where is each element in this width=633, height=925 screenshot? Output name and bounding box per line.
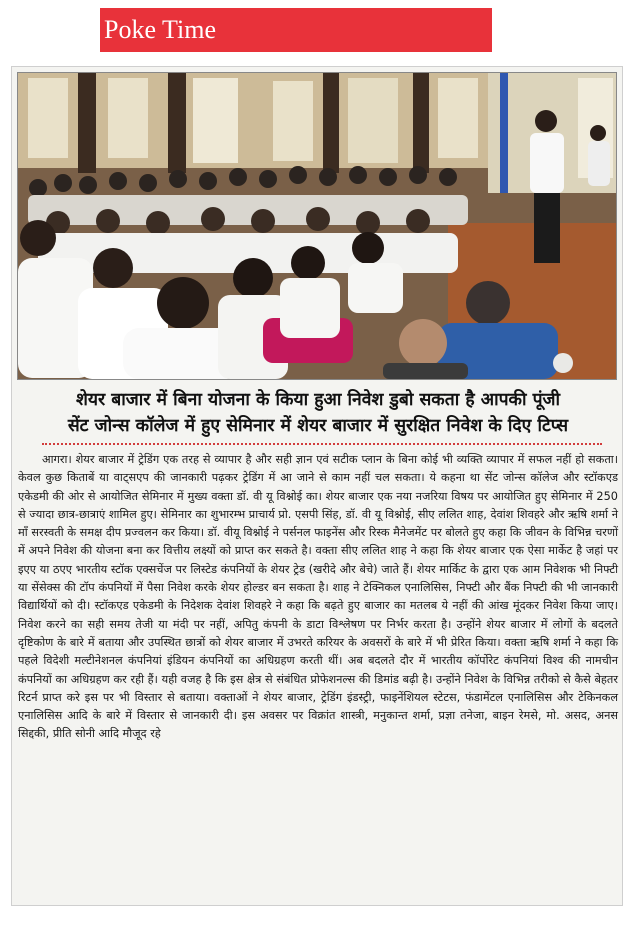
headline-sub: सेंट जोन्स कॉलेज में हुए सेमिनार में शेयर बाजार में सुरक्षित निवेश के दिए टिप्स bbox=[67, 416, 569, 436]
article-body: आगरा। शेयर बाजार में ट्रेडिंग एक तरह से व्यापार है और सही ज्ञान एवं सटीक प्लान के बिना कोई भी व्यक्ति व्यापार में सफल नहीं हो सकता। केवल कुछ किताबें या वाट्सएप की जानकारी पढ़कर ट्रेडिंग में आ जाने से काम नहीं चल सकता। ये कहना था सेंट जोन्स कॉलेज और स्टॉकएड एकेडमी की ओर से आयोजित सेमिनार में मुख्य वक्ता डॉ. वी यू विश्नोई का। शेयर बाजार एक नया नजरिया विषय पर आयोजित हुए सेमिनार में 250 से ज्यादा छात्र-छात्राएं शामिल हुए। सेमिनार का शुभारम्भ प्राचार्य प्रो. एसपी सिंह, डॉ. वी यू विश्नोई, सीए ललित शाह, देवांश शिवहरे और ऋषि शर्मा ने माँ सरस्वती के समक्ष दीप प्रज्वलन कर किया। डॉ. वीयू विश्नोई ने पर्सनल फाइनेंस और रिस्क मैनेजमेंट पर बोलते हुए कहा कि जीवन के विभिन्न चरणों में अपने निवेश की योजना बना कर वित्तीय लक्ष्यों को प्राप्त कर सकते है। वक्ता सीए ललित शाह ने कहा कि शेयर बाजार एक ऐसा मार्केट है जहां पर इएए या ठएए भारतीय स्टॉक एक्सचेंज पर लिस्टेड कंपनियों के शेयर ट्रेड (खरीदे और बेचे) जाते हैं। शेयर मार्किट के द्वारा एक आम निवेशक भी निफ्टी या सेंसेक्स की टॉप कंपनियों में पैसा निवेश करके शेयर होल्डर बन सकता है। शाह ने टेक्निकल एनालिसिस, निफ्टी और बैंक निफ्टी की भी जानकारी विद्यार्थियों को दी। स्टॉकएड एकेडमी के निदेशक देवांश शिवहरे ने कहा कि बढ़ते हुए बाजार का मतलब ये नहीं की आंख मूंदकर निवेश किया जाए। निवेश करने का सही समय तेजी या मंदी पर नहीं, अपितु कंपनी के डाटा विश्लेषण पर निर्भर करता है। उन्होंने शेयर बाजार में लोगों के बदलते दृष्टिकोण के बारे में बताया और उपस्थित छात्रों को शेयर बाजार में उभरते करियर के अवसरों के बारे में भी प्रेरित किया। वक्ता ऋषि शर्मा ने कहा कि पहले विदेशी मल्टीनेशनल कंपनियां इंडियन कंपनियों का अधिग्रहण करती थीं। अब बदलते दौर में भारतीय कॉर्पोरेट कंपनियां विश्व की नामचीन कंपनियों का अधिग्रहण कर रही हैं। यही वजह है कि इस क्षेत्र से संबंधित प्रोफेशनल्स की डिमांड बढ़ी है। उन्होंने निवेश के विभिन्न तरीको से कैसे बेहतर रिटर्न प्राप्त करे इस पर भी विस्तार से बताया। वक्ताओं ने शेयर बाजार, ट्रेडिंग इंडस्ट्री, फाइनेंशियल स्टेटस, फंडामेंटल एनालिसिस और टेकिनकल एनालिसिस आदि के बारे में विस्तार से जानकारी दी। इस अवसर पर विक्रांत शास्त्री, मनुकान्त शर्मा, प्रज्ञा तनेजा, बाइन रेमसे, मो. असद, अनस सिद्दकी, प्रीति सोनी आदि मौजूद रहे bbox=[18, 453, 618, 741]
seminar-photo-illustration bbox=[18, 73, 616, 379]
headline-main: शेयर बाजार में बिना योजना के किया हुआ निवेश डुबो सकता है आपकी पूंजी bbox=[75, 390, 561, 410]
brand-label: Poke Time bbox=[104, 15, 216, 44]
seminar-photo bbox=[17, 72, 617, 380]
newspaper-clipping bbox=[11, 66, 623, 906]
dotted-divider bbox=[42, 443, 602, 445]
headline bbox=[20, 387, 616, 439]
brand-banner bbox=[100, 8, 492, 52]
